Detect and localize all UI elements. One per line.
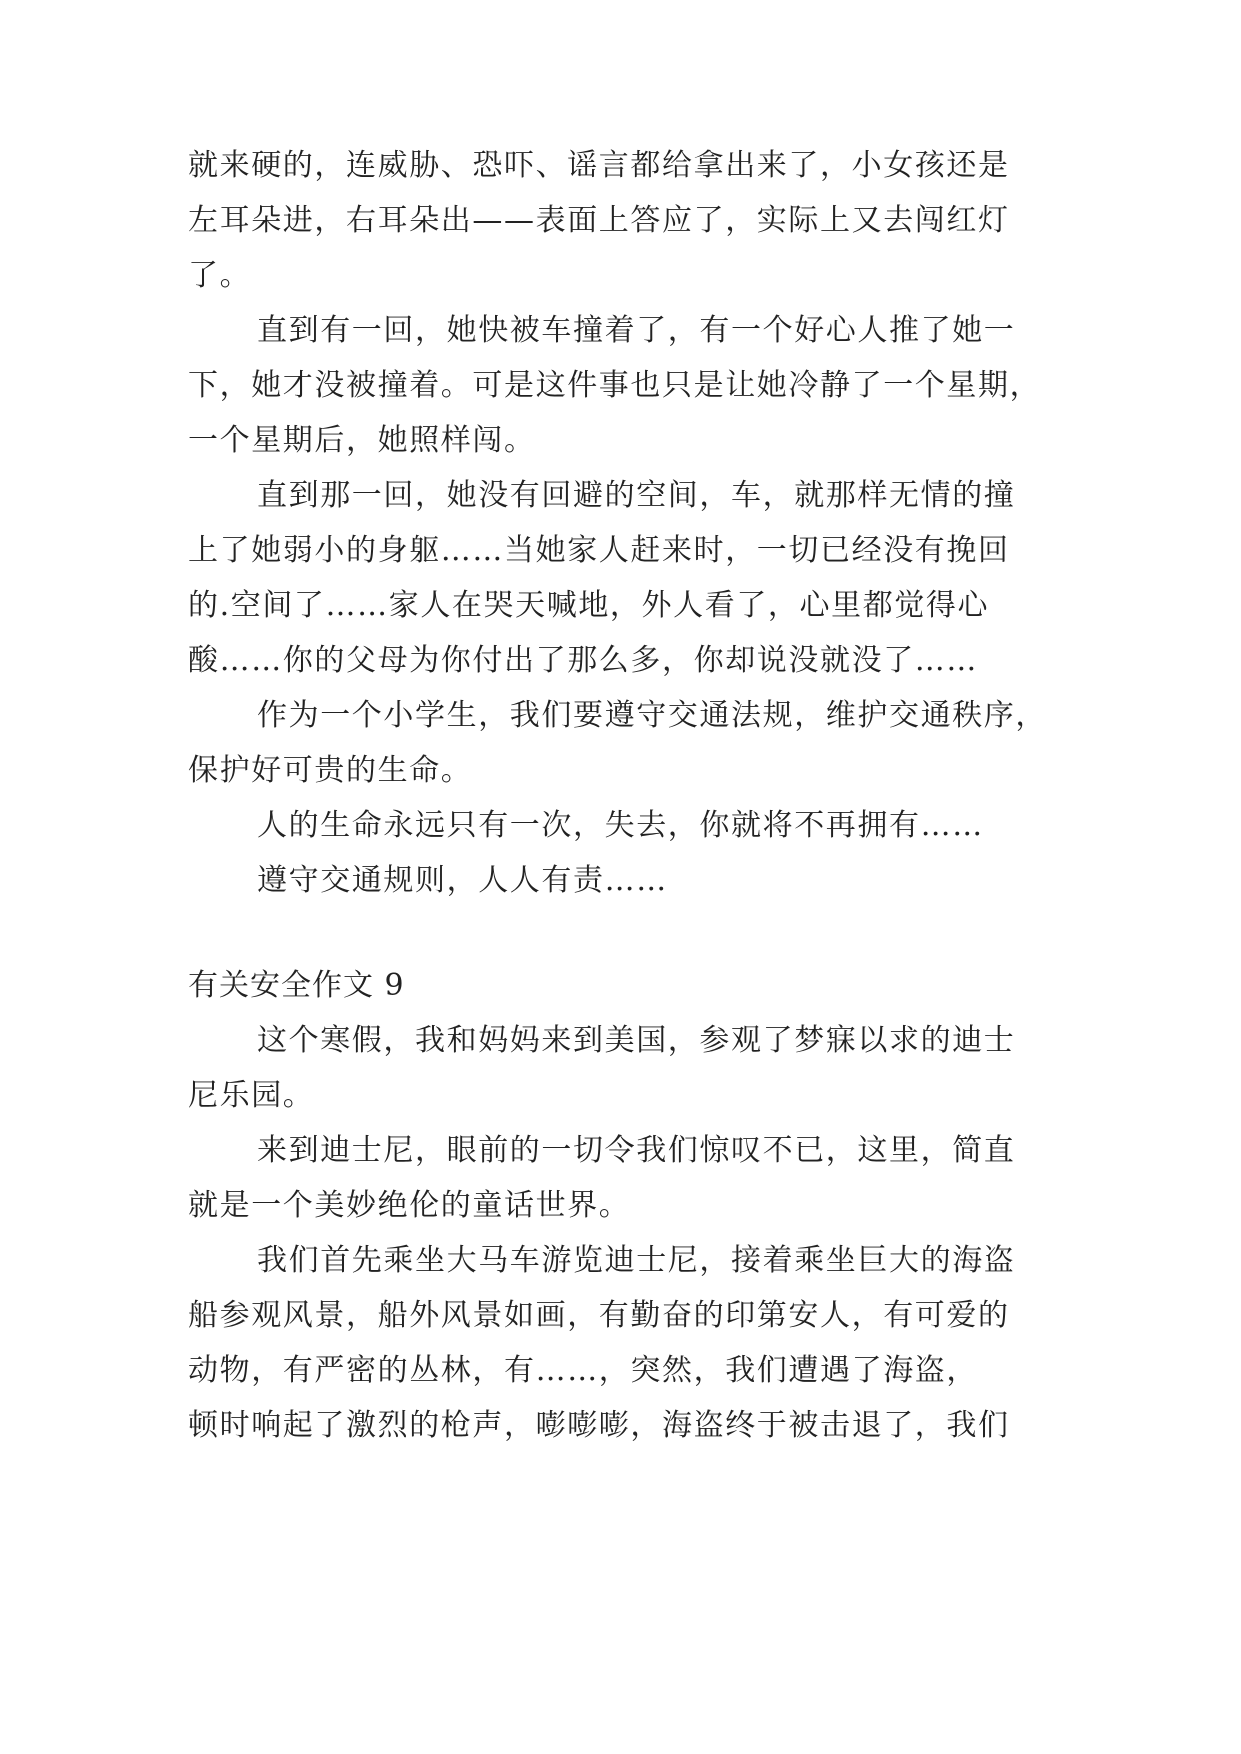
text-line: 就来硬的，连威胁、恐吓、谣言都给拿出来了，小女孩还是: [188, 148, 1010, 183]
text-line: 就是一个美妙绝伦的童话世界。: [188, 1188, 631, 1223]
text-line: 人的生命永远只有一次，失去，你就将不再拥有……: [257, 808, 984, 843]
text-line: 顿时响起了激烈的枪声，嘭嘭嘭，海盗终于被击退了，我们: [188, 1408, 1010, 1443]
text-line: 尼乐园。: [188, 1078, 315, 1113]
text-line: 遵守交通规则，人人有责……: [257, 863, 668, 898]
text-line: 这个寒假，我和妈妈来到美国，参观了梦寐以求的迪士: [257, 1023, 1016, 1058]
text-line: 来到迪士尼，眼前的一切令我们惊叹不已，这里，简直: [257, 1133, 1016, 1168]
text-line: 直到有一回，她快被车撞着了，有一个好心人推了她一: [257, 313, 1016, 348]
text-line: 船参观风景，船外风景如画，有勤奋的印第安人，有可爱的: [188, 1298, 1010, 1333]
text-line: 左耳朵进，右耳朵出——表面上答应了，实际上又去闯红灯: [188, 203, 1010, 238]
section-heading: 有关安全作文 9: [188, 968, 405, 1003]
text-line: 酸……你的父母为你付出了那么多，你却说没就没了……: [188, 643, 978, 678]
text-line: 了。: [188, 258, 252, 293]
text-line: 的.空间了……家人在哭天喊地，外人看了，心里都觉得心: [188, 588, 990, 623]
text-line: 我们首先乘坐大马车游览迪士尼，接着乘坐巨大的海盗: [257, 1243, 1016, 1278]
text-line: 上了她弱小的身躯……当她家人赶来时，一切已经没有挽回: [188, 533, 1010, 568]
text-line: 一个星期后，她照样闯。: [188, 423, 536, 458]
text-line: 保护好可贵的生命。: [188, 753, 473, 788]
text-line: 直到那一回，她没有回避的空间，车，就那样无情的撞: [257, 478, 1016, 513]
text-line: 作为一个小学生，我们要遵守交通法规，维护交通秩序，: [257, 698, 1047, 733]
text-line: 下，她才没被撞着。可是这件事也只是让她冷静了一个星期，: [188, 368, 1042, 403]
text-line: 动物，有严密的丛林，有……，突然，我们遭遇了海盗，: [188, 1353, 978, 1388]
